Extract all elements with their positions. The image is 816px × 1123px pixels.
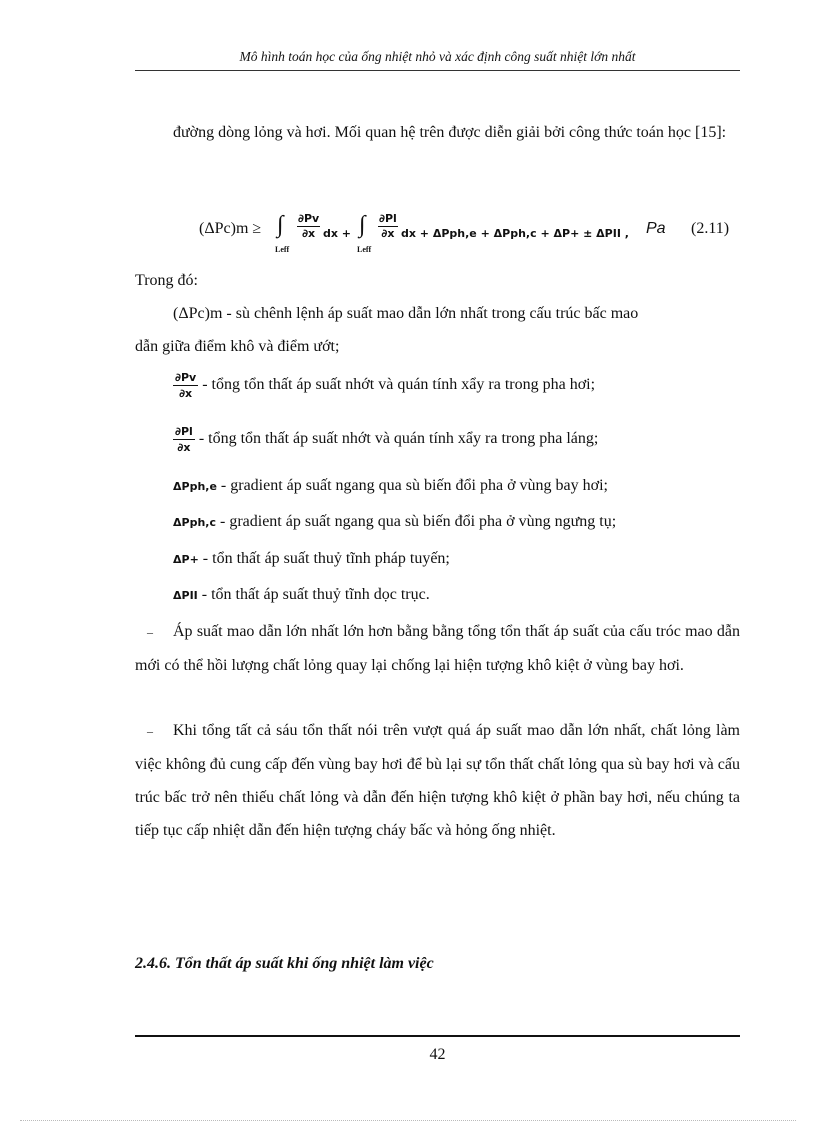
definition-3 xyxy=(173,424,598,455)
definition-3-text: - tổng tổn thất áp suất nhớt và quán tính xẩy ra trong pha láng; xyxy=(198,430,599,448)
definition-3-numerator: ∂Pl xyxy=(175,425,193,438)
page-bottom-border xyxy=(20,1120,796,1121)
section-heading: 2.4.6. Tổn thất áp suất khi ống nhiệt làm việc xyxy=(135,955,434,972)
equation-2-11 xyxy=(135,208,740,258)
definition-1 xyxy=(173,305,638,323)
definition-2 xyxy=(173,370,595,401)
integral-1-lower-limit: Leff xyxy=(275,245,290,254)
footer-rule xyxy=(135,1035,740,1037)
definition-6-text: - tổn thất áp suất thuỷ tĩnh pháp tuyến; xyxy=(198,550,450,567)
header-rule xyxy=(135,70,740,71)
definition-2-text: - tổng tổn thất áp suất nhớt và quán tính xẩy ra trong pha hơi; xyxy=(202,376,596,394)
definition-4-text: - gradient áp suất ngang qua sù biến đổi pha ở vùng bay hơi; xyxy=(216,477,608,494)
page-number: 42 xyxy=(429,1046,446,1063)
bullet-paragraph-1 xyxy=(135,615,740,682)
bullet-paragraph-2 xyxy=(135,714,740,847)
fraction-1-denominator: ∂x xyxy=(302,227,316,240)
fraction-2-numerator: ∂Pl xyxy=(379,212,397,225)
definition-4-symbol: ΔPph,e xyxy=(173,480,217,493)
bullet-1-text: Áp suất mao dẫn lớn nhất lớn hơn bằng bằng tổng tổn thất áp suất của cấu tróc mao dẫn mới có thể hồi lượng chất lỏng quay lại chống lại hiện tượng khô kiệt ở vùng bay hơi. xyxy=(135,623,740,674)
definition-7-symbol: ΔPII xyxy=(173,589,198,602)
equation-terms-rest: dx + ΔPph,e + ΔPph,c + ΔP+ ± ΔPII , xyxy=(401,227,629,240)
definition-2-denominator: ∂x xyxy=(179,387,193,400)
equation-unit: Pa xyxy=(646,220,666,237)
definition-1-symbol: (ΔPc)m xyxy=(173,305,223,322)
integral-sign-2: ∫ xyxy=(359,212,366,238)
definition-5-text: - gradient áp suất ngang qua sù biến đổi pha ở vùng ngưng tụ; xyxy=(215,513,617,530)
running-header: Mô hình toán học của ống nhiệt nhỏ và xác định công suất nhiệt lớn nhất xyxy=(239,49,636,64)
bullet-2-text: Khi tổng tất cả sáu tổn thất nói trên vượt quá áp suất mao dẫn lớn nhất, chất lỏng làm việc không đủ cung cấp đến vùng bay hơi để bù lại sự tổn thất chất lỏng qua sù bay hơi và cấu trúc bấc trở nên thiếu chất lỏng và dẫn đến hiện tượng khô kiệt ở phần bay hơi, nếu chúng ta tiếp tục cấp nhiệt dẫn đến hiện tượng cháy bấc và hỏng ống nhiệt. xyxy=(135,722,740,839)
definition-5 xyxy=(173,513,616,531)
fraction-dpv-dx xyxy=(297,212,320,241)
definition-4 xyxy=(173,477,608,495)
definition-1-continued: dẫn giữa điểm khô và điểm ướt; xyxy=(135,338,340,355)
equation-number: (2.11) xyxy=(691,220,730,237)
definition-1-text: - sù chênh lệnh áp suất mao dẫn lớn nhất trong cấu trúc bấc mao xyxy=(222,305,639,322)
where-label: Trong đó: xyxy=(135,272,198,289)
integral-sign-1: ∫ xyxy=(277,212,284,238)
definition-6-symbol: ΔP+ xyxy=(173,553,199,566)
fraction-dpl-dx xyxy=(378,212,398,241)
definition-7-text: - tổn thất áp suất thuỷ tĩnh dọc trục. xyxy=(197,586,430,603)
definition-2-numerator: ∂Pv xyxy=(175,371,197,384)
equation-term-1: dx + xyxy=(323,227,352,240)
bullet-marker-1: – xyxy=(147,625,153,639)
definition-5-symbol: ΔPph,c xyxy=(173,516,216,529)
equation-lhs: (ΔPc)m ≥ xyxy=(199,220,262,237)
definition-6 xyxy=(173,550,450,568)
integral-2-lower-limit: Leff xyxy=(357,245,372,254)
bullet-marker-2: – xyxy=(147,724,153,738)
definition-2-fraction xyxy=(173,370,198,401)
fraction-2-denominator: ∂x xyxy=(381,227,395,240)
definition-3-denominator: ∂x xyxy=(177,441,191,454)
intro-paragraph: đường dòng lỏng và hơi. Mối quan hệ trên được diễn giải bởi công thức toán học [15]: xyxy=(173,124,727,141)
fraction-1-numerator: ∂Pv xyxy=(298,212,320,225)
definition-7 xyxy=(173,586,430,604)
definition-3-fraction xyxy=(173,424,195,455)
